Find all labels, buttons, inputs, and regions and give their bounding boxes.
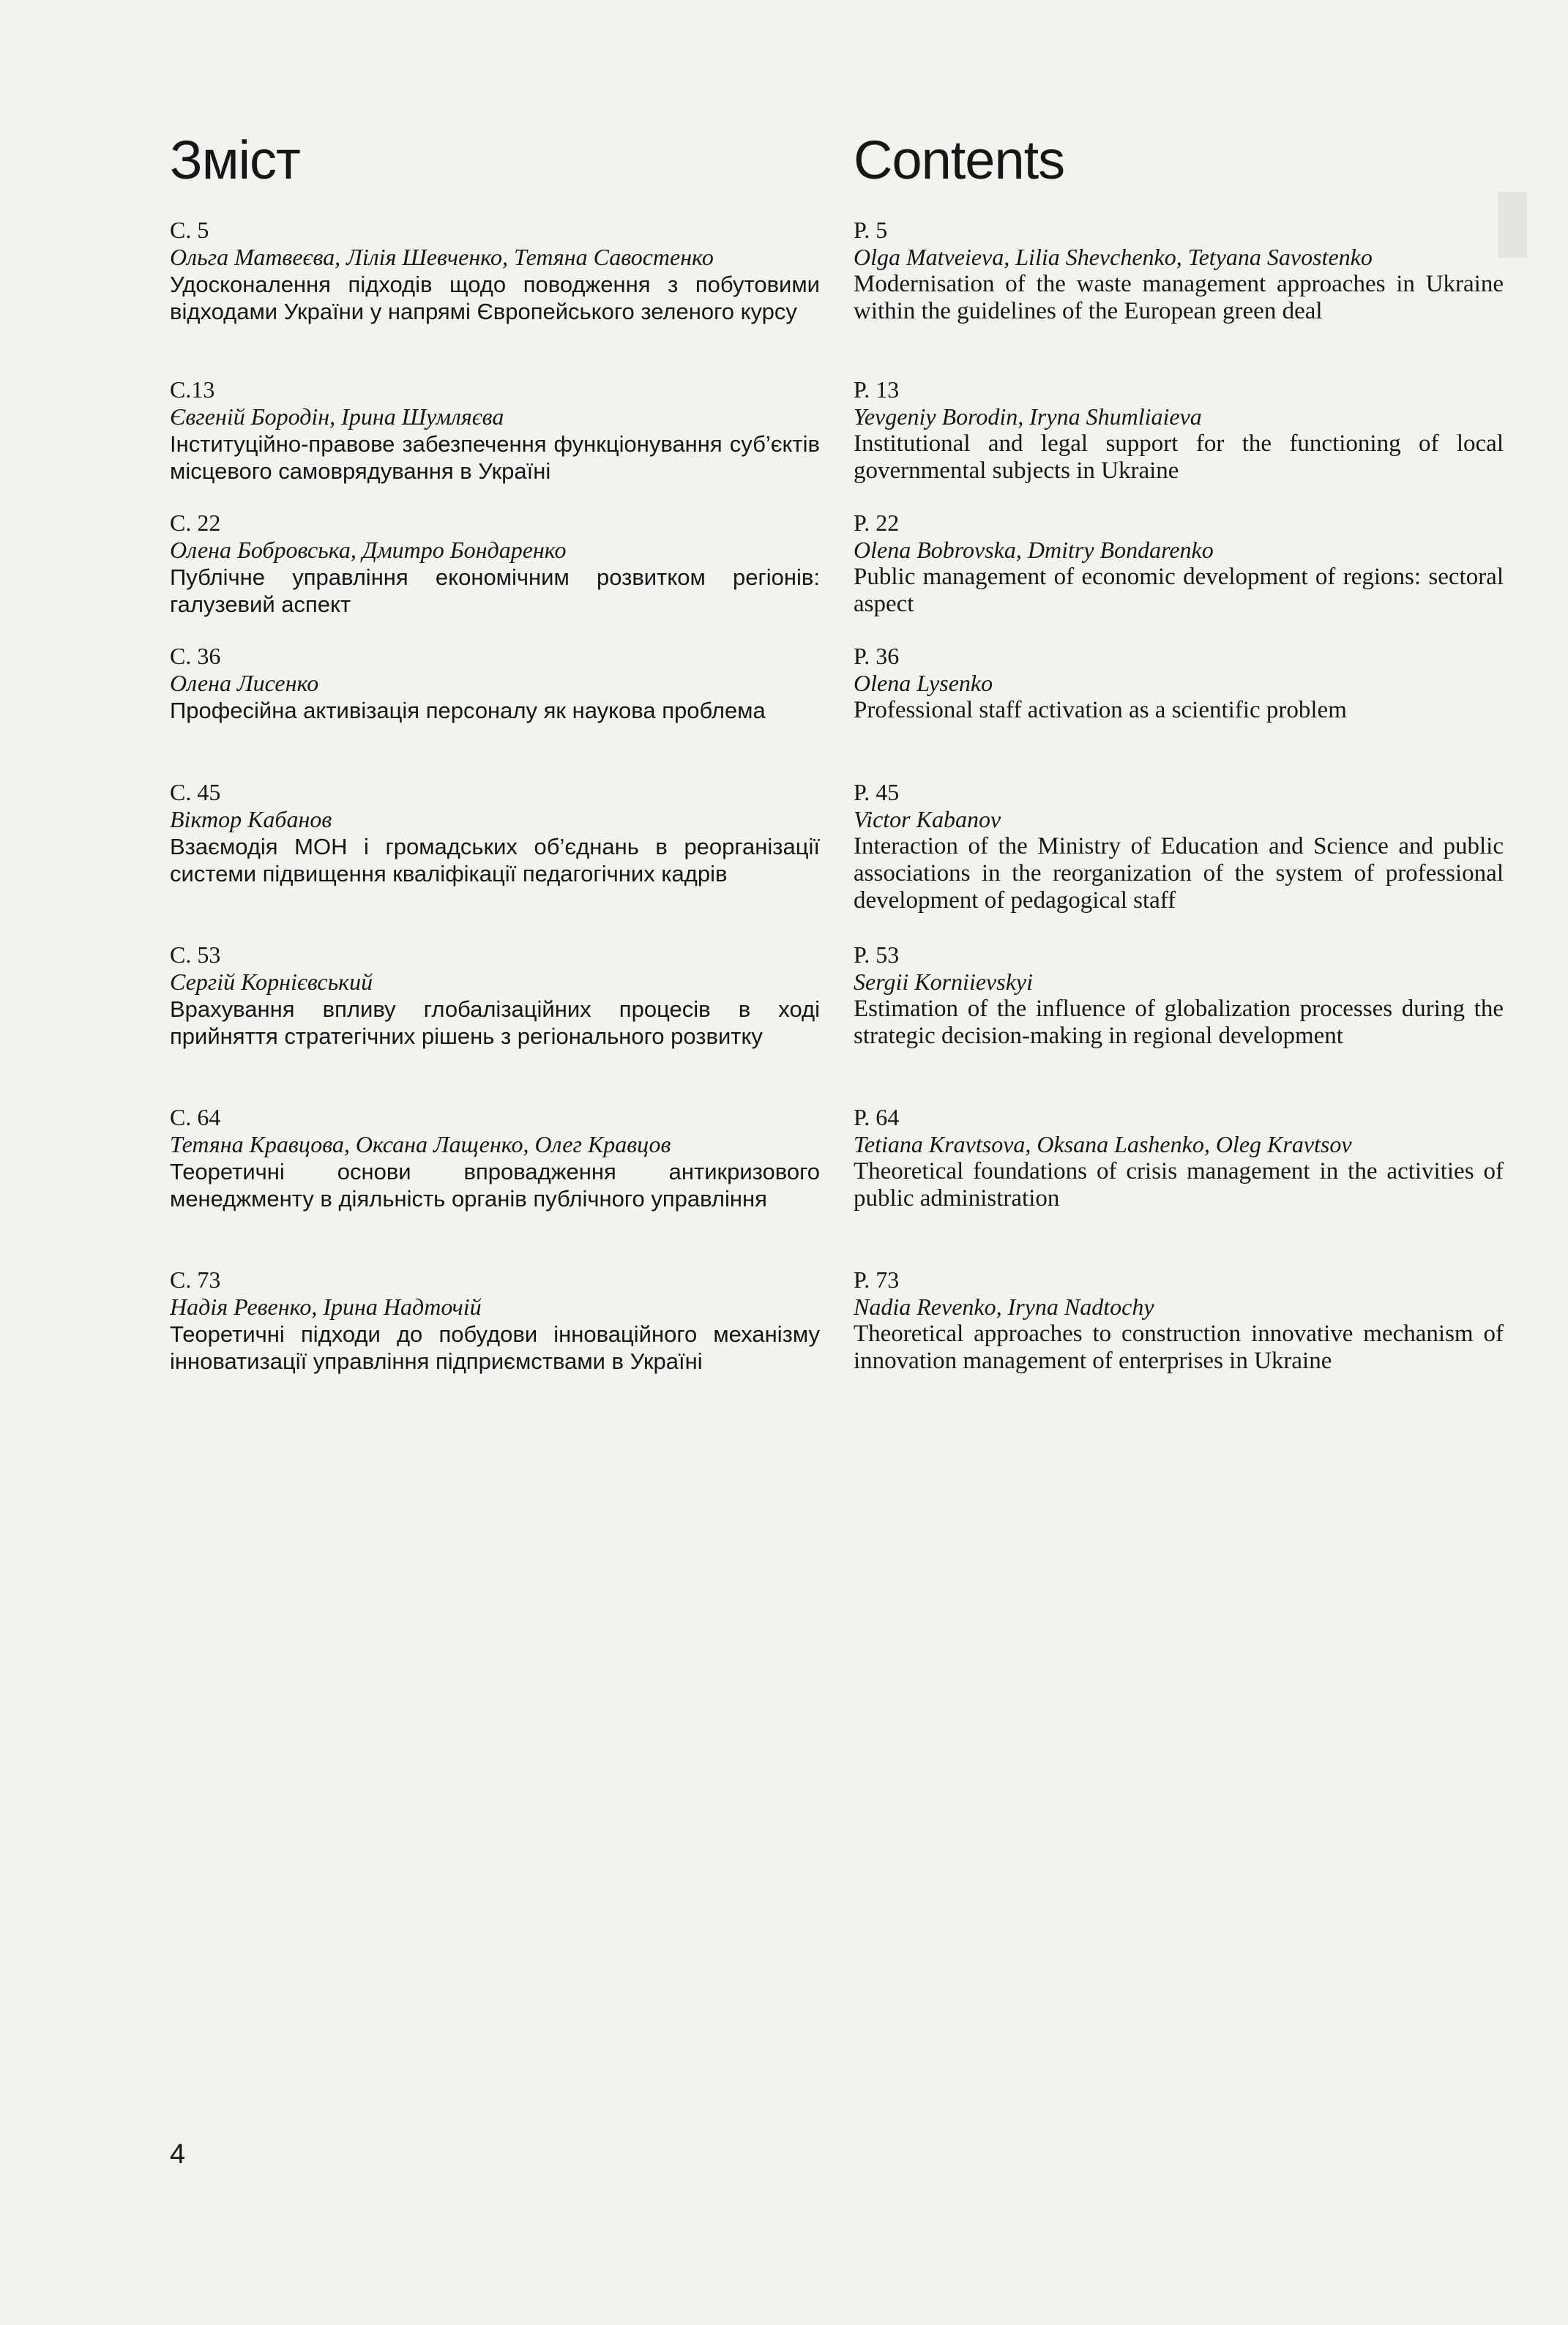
page-number: 4 [170,2139,186,2170]
entry-page: С. 45 [170,779,221,805]
entry-title: Institutional and legal support for the functioning of local governmental subjects in Ukraine [854,430,1504,484]
entry-title: Взаємодія МОН і громадських об’єднань в реорганізації системи підвищення кваліфікації педагогічних кадрів [170,834,820,887]
contents-list-en [854,217,1504,1375]
entry-authors: Сергій Корнієвський [170,969,373,995]
entry-page: С. 36 [170,643,221,669]
entry-authors: Olga Matveieva, Lilia Shevchenko, Tetyana Savostenko [854,244,1373,270]
toc-entry [170,510,820,643]
entry-page: P. 45 [854,779,900,805]
entry-page: P. 22 [854,510,900,536]
toc-entry [854,217,1504,376]
entry-page: С. 73 [170,1266,221,1293]
toc-entry [854,941,1504,1104]
entry-title: Удосконалення підходів щодо поводження з побутовими відходами України у напрямі Європейського зеленого курсу [170,272,820,324]
toc-entry [854,1104,1504,1266]
entry-authors: Олена Лисенко [170,670,319,696]
entry-title: Theoretical approaches to construction innovative mechanism of innovation management of enterprises in Ukraine [854,1321,1504,1374]
entry-page: С. 53 [170,941,221,968]
entry-title: Професійна активізація персоналу як наукова проблема [170,698,766,723]
entry-authors: Євгеній Бородін, Ірина Шумляєва [170,403,504,430]
entry-title: Theoretical foundations of crisis management in the activities of public administration [854,1158,1504,1212]
entry-authors: Надія Ревенко, Ірина Надточій [170,1294,482,1320]
entry-title: Інституційно-правове забезпечення функціонування суб’єктів місцевого самоврядування в Україні [170,431,820,484]
toc-entry [170,643,820,779]
entry-title: Estimation of the influence of globalization processes during the strategic decision-making in regional development [854,996,1504,1049]
toc-entry [854,779,1504,941]
toc-entry [170,376,820,510]
entry-title: Теоретичні основи впровадження антикризового менеджменту в діяльність органів публічного управління [170,1159,820,1212]
entry-page: С. 5 [170,217,209,243]
entry-page: P. 13 [854,376,900,403]
entry-title: Interaction of the Ministry of Education and Science and public associations in the reorganization of the system of professional development of pedagogical staff [854,833,1504,914]
toc-entry [170,1266,820,1375]
entry-page: P. 64 [854,1104,900,1130]
toc-entry [170,217,820,376]
entry-title: Professional staff activation as a scientific problem [854,697,1347,723]
entry-authors: Віктор Кабанов [170,806,332,832]
toc-entry [170,779,820,941]
entry-authors: Yevgeniy Borodin, Iryna Shumliaieva [854,403,1202,430]
entry-authors: Tetiana Kravtsova, Oksana Lashenko, Oleg Kravtsov [854,1131,1352,1157]
toc-entry [170,1104,820,1266]
toc-entry [854,643,1504,779]
entry-title: Modernisation of the waste management approaches in Ukraine within the guidelines of the European green deal [854,271,1504,324]
entry-authors: Nadia Revenko, Iryna Nadtochy [854,1294,1154,1320]
toc-entry [854,376,1504,510]
toc-entry [170,941,820,1104]
entry-authors: Ольга Матвеєва, Лілія Шевченко, Тетяна Савостенко [170,244,714,270]
entry-authors: Тетяна Кравцова, Оксана Лащенко, Олег Кравцов [170,1131,671,1157]
toc-entry [854,1266,1504,1375]
entry-title: Теоретичні підходи до побудови інноваційного механізму інноватизації управління підприємствами в Україні [170,1321,820,1374]
entry-page: P. 73 [854,1266,900,1293]
entry-page: P. 53 [854,941,900,968]
entry-authors: Олена Бобровська, Дмитро Бондаренко [170,537,567,563]
entry-title: Врахування впливу глобалізаційних процесів в ході прийняття стратегічних рішень з регіонального розвитку [170,996,820,1049]
entry-page: P. 36 [854,643,900,669]
entry-page: P. 5 [854,217,888,243]
entry-authors: Sergii Korniievskyi [854,969,1033,995]
contents-heading-uk: Зміст [170,130,300,190]
contents-heading-en: Contents [854,130,1065,190]
entry-page: С. 22 [170,510,221,536]
contents-list-uk [170,217,820,1375]
entry-title: Публічне управління економічним розвитком регіонів: галузевий аспект [170,564,820,617]
entry-authors: Victor Kabanov [854,806,1001,832]
entry-page: С. 64 [170,1104,221,1130]
toc-entry [854,510,1504,643]
entry-authors: Olena Lysenko [854,670,993,696]
entry-page: С.13 [170,376,215,403]
entry-title: Public management of economic development of regions: sectoral aspect [854,564,1504,617]
entry-authors: Olena Bobrovska, Dmitry Bondarenko [854,537,1214,563]
